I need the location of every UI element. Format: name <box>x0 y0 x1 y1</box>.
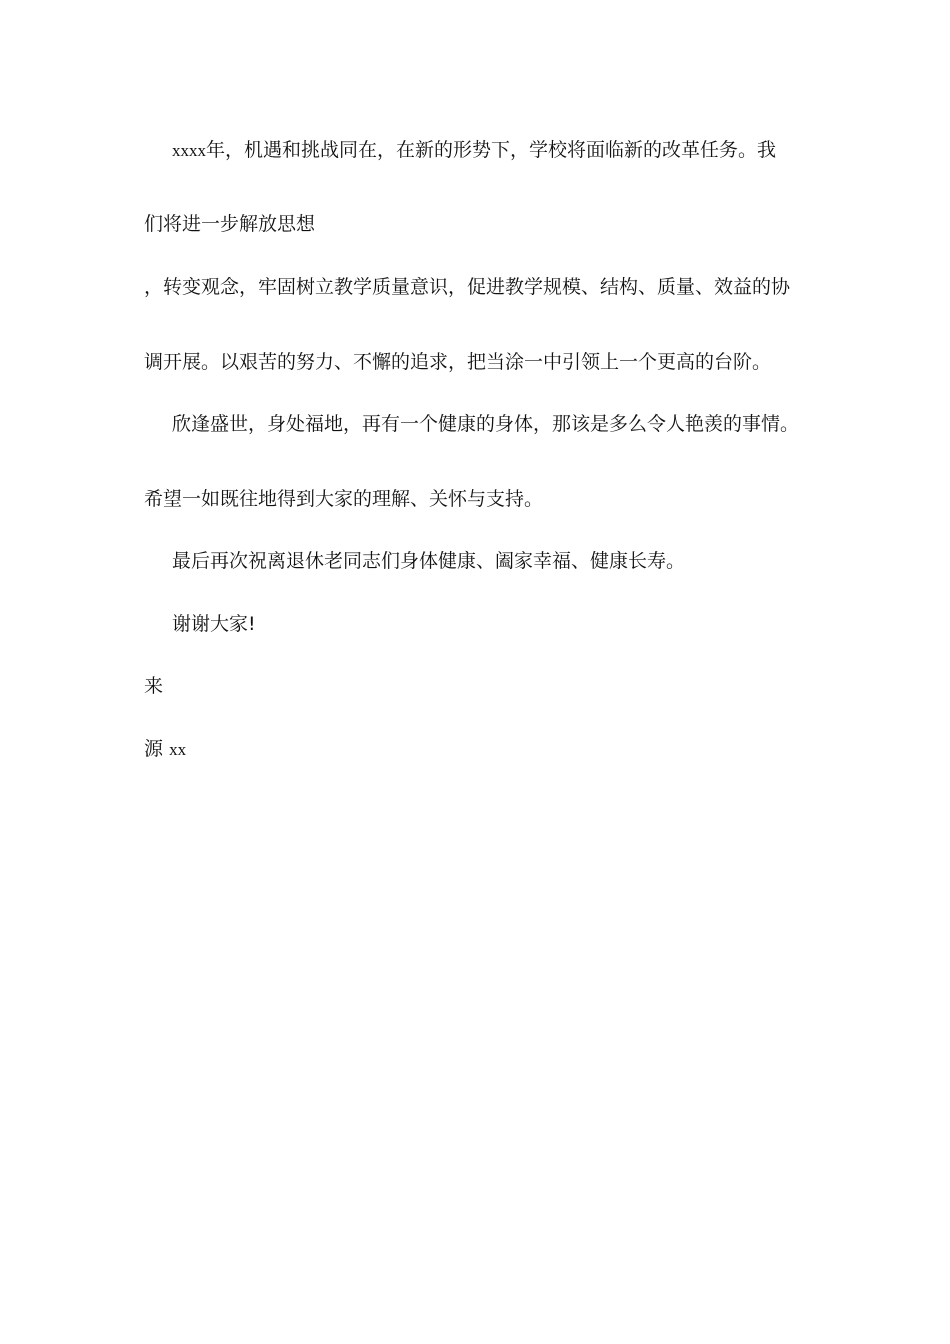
year-placeholder: xxxx <box>172 141 206 160</box>
paragraph-3: 最后再次祝离退休老同志们身体健康、阖家幸福、健康长寿。 <box>172 550 686 572</box>
source-line-2 <box>144 737 186 762</box>
paragraph-1-line-1 <box>172 138 776 163</box>
source-label: 源 <box>144 738 164 760</box>
paragraph-1-line-1-text: 年，机遇和挑战同在，在新的形势下，学校将面临新的改革任务。我 <box>206 139 777 161</box>
paragraph-1-line-3: ，转变观念，牢固树立教学质量意识，促进教学规模、结构、质量、效益的协 <box>144 276 791 298</box>
source-line-1: 来 <box>144 675 164 697</box>
paragraph-2-line-2: 希望一如既往地得到大家的理解、关怀与支持。 <box>144 488 544 510</box>
paragraph-4-thanks: 谢谢大家! <box>172 613 256 635</box>
paragraph-1-line-4: 调开展。以艰苦的努力、不懈的追求，把当涂一中引领上一个更高的台阶。 <box>144 351 772 373</box>
source-suffix: xx <box>169 740 187 759</box>
paragraph-1-line-2: 们将进一步解放思想 <box>144 213 316 235</box>
paragraph-2-line-1: 欣逢盛世，身处福地，再有一个健康的身体，那该是多么令人艳羡的事情。 <box>172 413 800 435</box>
